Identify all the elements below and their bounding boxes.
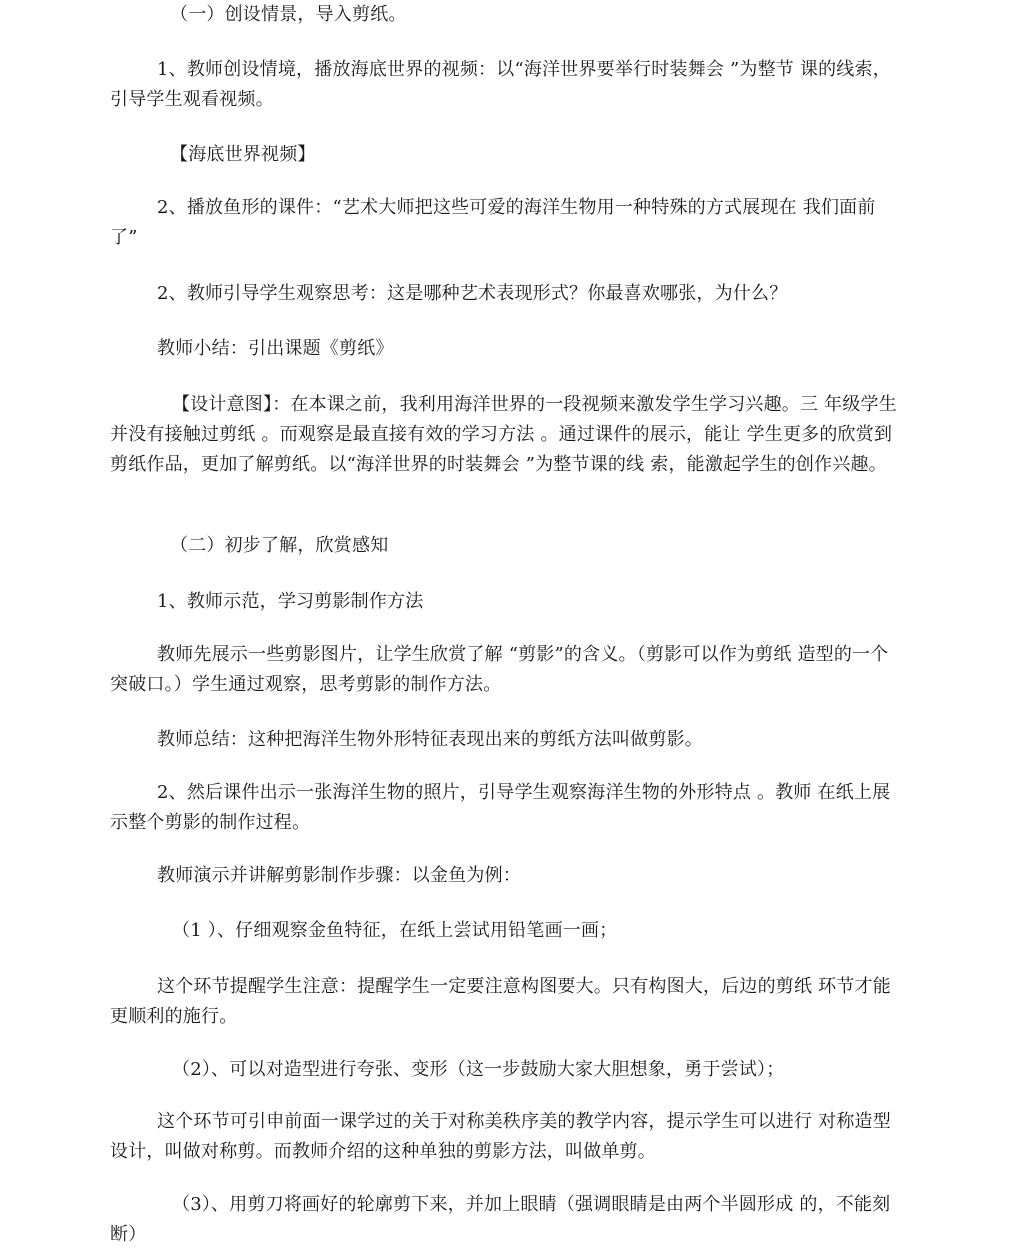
paragraph-3: 2、教师引导学生观察思考：这是哪种艺术表现形式？你最喜欢哪张，为什么？ bbox=[157, 283, 788, 304]
steps-intro: 教师演示并讲解剪影制作步骤：以金鱼为例： bbox=[157, 865, 521, 886]
section-heading-1: （一）创设情景，导入剪纸。 bbox=[170, 4, 407, 25]
teacher-summary-2: 教师总结：这种把海洋生物外形特征表现出来的剪纸方法叫做剪影。 bbox=[157, 729, 703, 750]
teacher-summary-1: 教师小结：引出课题《剪纸》 bbox=[157, 338, 394, 359]
paragraph-4: 1、教师示范，学习剪影制作方法 bbox=[157, 591, 424, 612]
paragraph-8: 这个环节可引申前面一课学过的关于对称美秩序美的教学内容，提示学生可以进行 对称造型设计，叫做对称剪。而教师介绍的这种单独的剪影方法，叫做单剪。 bbox=[110, 1111, 891, 1162]
design-intent-paragraph: 【设计意图】：在本课之前，我利用海洋世界的一段视频来激发学生学习兴趣。三 年级学生并没有接触过剪纸 。而观察是最直接有效的学习方法 。通过课件的展示，能让 学生更多的欣赏到剪纸作品，更加了解剪纸。以“海洋世界的时装舞会 ”为整节课的线 索，能激起学生的创作兴趣。 bbox=[110, 394, 897, 475]
video-label: 【海底世界视频】 bbox=[170, 144, 316, 165]
section-heading-2: （二）初步了解，欣赏感知 bbox=[170, 535, 389, 556]
step-3: （3）、用剪刀将画好的轮廓剪下来，并加上眼睛（强调眼睛是由两个半圆形成 的，不能刻断） bbox=[110, 1194, 891, 1245]
paragraph-6: 2、然后课件出示一张海洋生物的照片，引导学生观察海洋生物的外形特点 。教师 在纸上展示整个剪影的制作过程。 bbox=[110, 782, 891, 833]
paragraph-7: 这个环节提醒学生注意：提醒学生一定要注意构图要大。只有构图大，后边的剪纸 环节才能更顺利的施行。 bbox=[110, 976, 891, 1027]
paragraph-1: 1、教师创设情境，播放海底世界的视频：以“海洋世界要举行时装舞会 ”为整节 课的线索，引导学生观看视频。 bbox=[110, 59, 891, 110]
paragraph-2: 2、播放鱼形的课件：“艺术大师把这些可爱的海洋生物用一种特殊的方式展现在 我们面前了” bbox=[110, 197, 876, 248]
step-2: （2）、可以对造型进行夸张、变形（这一步鼓励大家大胆想象，勇于尝试）； bbox=[172, 1059, 785, 1080]
step-1: （1 ）、仔细观察金鱼特征，在纸上尝试用铅笔画一画； bbox=[172, 920, 618, 941]
paragraph-5: 教师先展示一些剪影图片，让学生欣赏了解 “剪影”的含义。（剪影可以作为剪纸 造型的一个突破口。）学生通过观察，思考剪影的制作方法。 bbox=[110, 644, 889, 695]
